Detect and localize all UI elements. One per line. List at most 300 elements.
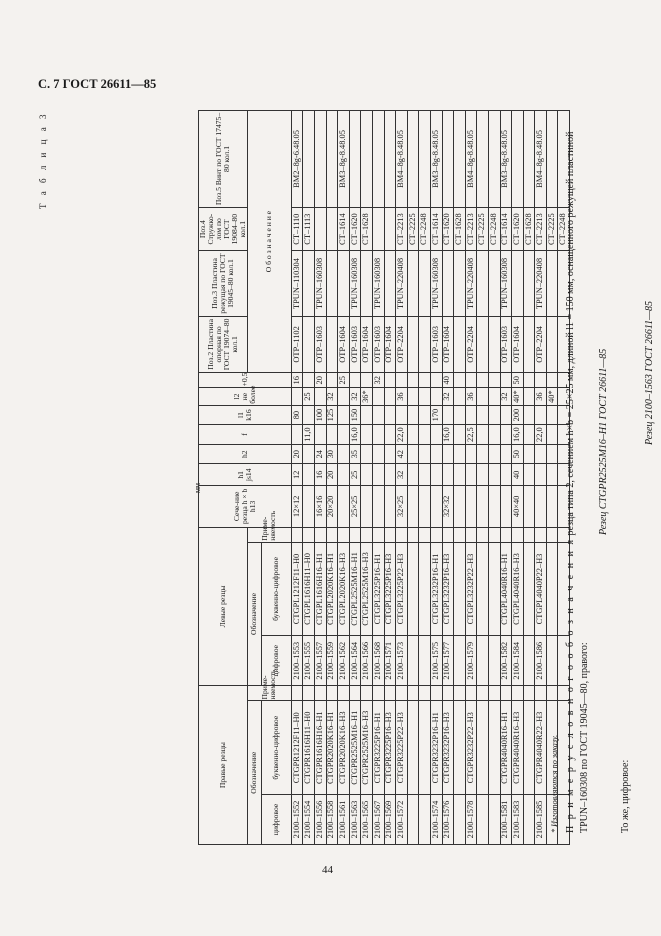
cell-p4: CT–1614 [338, 207, 350, 250]
cell-tol [523, 373, 535, 388]
cell-h2 [465, 444, 477, 464]
cell-applicability [535, 686, 547, 701]
cell-h1 [454, 464, 466, 486]
cell-l2 [315, 388, 327, 405]
cell-r-num: 2100–1556 [315, 794, 327, 844]
cell-p4: CT–1628 [523, 207, 535, 250]
cell-l-code: CTGPL2020K16–H1 [326, 542, 338, 636]
cell-l-num: 2100–1559 [326, 636, 338, 686]
cell-p5 [384, 111, 396, 208]
cell-l1 [303, 405, 315, 425]
cell-h1 [465, 464, 477, 486]
cell-sec: 12×12 [291, 486, 303, 527]
cell-p5: BM3–8g-8.48.05 [430, 111, 442, 208]
cell-f [419, 425, 431, 445]
cell-p2: OTP–1604 [384, 316, 396, 373]
cell-h2 [477, 444, 489, 464]
cell-p4: CT–1628 [361, 207, 373, 250]
cell-l1: 170 [430, 405, 442, 425]
cell-p2 [326, 316, 338, 373]
cell-l-num: 2100–1575 [430, 636, 442, 686]
cell-p4: CT–1614 [500, 207, 512, 250]
cell-applicability [535, 527, 547, 542]
cell-applicability [442, 527, 454, 542]
cell-r-num [407, 794, 419, 844]
cell-p4: CT–1620 [512, 207, 524, 250]
header-tolerance: +0,5 [199, 373, 292, 388]
cell-applicability [465, 527, 477, 542]
cell-h1 [384, 464, 396, 486]
cell-r-code: CTGPR3225P22–H3 [396, 701, 408, 795]
cell-p3 [523, 251, 535, 316]
cell-l1 [546, 405, 558, 425]
cell-r-num: 2100–1583 [512, 794, 524, 844]
cell-r-code: CTGPR2525M16–H3 [361, 701, 373, 795]
cell-p4: CT–2213 [465, 207, 477, 250]
cell-h1: 16 [315, 464, 327, 486]
cell-p5: BM4–8g-8.48.05 [396, 111, 408, 208]
cell-tol [500, 373, 512, 388]
cell-l2: 40* [512, 388, 524, 405]
cell-r-code: CTGPR2020K16–H1 [326, 701, 338, 795]
cell-applicability [477, 527, 489, 542]
table-row [326, 111, 338, 845]
header-item5: Поз.5 Винт по ГОСТ 17475–80 кол.1 [199, 111, 248, 208]
cell-f [315, 425, 327, 445]
rotated-table-block [30, 105, 655, 845]
cell-r-code [523, 701, 535, 795]
cell-sec [407, 486, 419, 527]
example-lead: П р и м е р у с л о в н о г о о б о з н а ч е н и я [565, 537, 576, 833]
table-row [384, 111, 396, 845]
cell-f: 22,0 [396, 425, 408, 445]
cell-l1: 125 [326, 405, 338, 425]
cell-p2 [477, 316, 489, 373]
table-row [500, 111, 512, 845]
cell-f [372, 425, 384, 445]
header-item-designation: О б о з н а ч е н и е [247, 111, 291, 373]
cell-p4: CT–2213 [535, 207, 547, 250]
header-item3: Поз.3 Пластина режущая по ГОСТ 19045–80 кол.1 [199, 251, 248, 316]
cell-l-num [419, 636, 431, 686]
cell-p2: OTP–2204 [396, 316, 408, 373]
cell-sec: 16×16 [315, 486, 327, 527]
cell-l-num [477, 636, 489, 686]
header-left-designation: Обозначение [247, 542, 261, 686]
cell-f [477, 425, 489, 445]
cell-applicability [361, 686, 373, 701]
cell-l2 [407, 388, 419, 405]
cell-r-code: CTGPR2525M16–H1 [349, 701, 361, 795]
cell-l-code: CTGPL2020K16–H3 [338, 542, 350, 636]
cell-l2: 36 [396, 388, 408, 405]
cell-h1: 32 [396, 464, 408, 486]
cell-l-code [477, 542, 489, 636]
cell-l-num: 2100–1582 [500, 636, 512, 686]
cell-h2: 30 [326, 444, 338, 464]
cell-l-num: 2100–1568 [372, 636, 384, 686]
cell-l2: 32 [442, 388, 454, 405]
cell-p3 [454, 251, 466, 316]
cell-r-code [488, 701, 500, 795]
cell-l1 [338, 405, 350, 425]
cell-r-code: CTGPR1616H11–H0 [303, 701, 315, 795]
table-row [396, 111, 408, 845]
cell-applicability [419, 686, 431, 701]
cell-f [523, 425, 535, 445]
cell-r-code [419, 701, 431, 795]
cell-l-code: CTGPL3232P16–H1 [430, 542, 442, 636]
cell-l-code: CTGPL1616H16–H1 [315, 542, 327, 636]
cell-l-num: 2100–1586 [535, 636, 547, 686]
header-right-numeric: цифровое [261, 794, 291, 844]
cell-l-code [407, 542, 419, 636]
cell-tol [384, 373, 396, 388]
cell-applicability [326, 527, 338, 542]
cell-h2: 50 [512, 444, 524, 464]
cell-applicability [303, 527, 315, 542]
cell-applicability [546, 527, 558, 542]
cell-applicability [338, 686, 350, 701]
table-row [349, 111, 361, 845]
cell-p5 [326, 111, 338, 208]
cell-r-num: 2100–1581 [500, 794, 512, 844]
cell-sec [430, 486, 442, 527]
cell-h1: 12 [291, 464, 303, 486]
cell-p4: CT–2248 [419, 207, 431, 250]
cell-h2 [442, 444, 454, 464]
cell-p2 [303, 316, 315, 373]
cell-sec: 32×32 [442, 486, 454, 527]
cell-p3: TPUN–220408 [535, 251, 547, 316]
cell-tol [349, 373, 361, 388]
table-row [338, 111, 350, 845]
cell-sec: 25×25 [349, 486, 361, 527]
cell-p3: TPUN–160308 [349, 251, 361, 316]
cell-l-num [546, 636, 558, 686]
cell-p4 [326, 207, 338, 250]
table-row [430, 111, 442, 845]
cell-sec [338, 486, 350, 527]
cell-l-num [407, 636, 419, 686]
cell-p3: TPUN–160308 [500, 251, 512, 316]
cell-p5 [372, 111, 384, 208]
cell-h2 [488, 444, 500, 464]
cell-h1 [361, 464, 373, 486]
cell-p5 [477, 111, 489, 208]
cell-h1 [535, 464, 547, 486]
cell-tol: 25 [338, 373, 350, 388]
cell-p5 [512, 111, 524, 208]
cell-l2 [419, 388, 431, 405]
cell-l-num: 2100–1584 [512, 636, 524, 686]
cell-applicability [512, 686, 524, 701]
cell-h2 [303, 444, 315, 464]
cell-r-code: CTGPR3232P16–H3 [442, 701, 454, 795]
cell-l1 [384, 405, 396, 425]
cell-h1 [477, 464, 489, 486]
cell-r-num: 2100–1572 [396, 794, 408, 844]
cell-l-code [523, 542, 535, 636]
cell-sec [372, 486, 384, 527]
cell-r-code: CTGPR1212F11–H0 [291, 701, 303, 795]
cell-p2: OTP–1604 [512, 316, 524, 373]
cell-h1 [303, 464, 315, 486]
cell-applicability [326, 686, 338, 701]
cell-p5 [349, 111, 361, 208]
cell-h1 [546, 464, 558, 486]
cell-l1 [407, 405, 419, 425]
header-l1: l1 k16 [199, 405, 292, 425]
cell-h1: 40 [512, 464, 524, 486]
cell-p5 [361, 111, 373, 208]
cell-p3 [326, 251, 338, 316]
cell-l-code [419, 542, 431, 636]
cell-h1 [372, 464, 384, 486]
cell-p4: CT–1620 [442, 207, 454, 250]
cell-p3 [303, 251, 315, 316]
cell-h1 [442, 464, 454, 486]
cell-p3: TPUN–160308 [430, 251, 442, 316]
table-row [523, 111, 535, 845]
cell-h2 [535, 444, 547, 464]
cell-applicability [407, 686, 419, 701]
cell-h2 [407, 444, 419, 464]
example-text: резца типа 2, сечением h×b = 25×25 мм, длиной l1 = 150 мм, оснащенного режущей пластиной TPUN–160308 по ГОСТ 19045—80, правого: [565, 131, 590, 833]
cell-h2 [454, 444, 466, 464]
cell-p5 [315, 111, 327, 208]
cell-sec [500, 486, 512, 527]
cell-sec [488, 486, 500, 527]
cell-tol [535, 373, 547, 388]
cell-l-code [546, 542, 558, 636]
cell-tol [488, 373, 500, 388]
cell-sec [523, 486, 535, 527]
header-h2: h2 [199, 444, 292, 464]
cell-h2 [546, 444, 558, 464]
cell-p4: CT–2213 [396, 207, 408, 250]
cell-p3: TPUN–160308 [372, 251, 384, 316]
cell-l-code: CTGPL2525M16–H3 [361, 542, 373, 636]
cell-l2 [430, 388, 442, 405]
cell-r-code: CTGPR2020K16–H3 [338, 701, 350, 795]
cell-l-code [488, 542, 500, 636]
cell-applicability [315, 527, 327, 542]
cell-h1 [500, 464, 512, 486]
cell-sec [535, 486, 547, 527]
table-row [291, 111, 303, 845]
cell-l2: 32 [349, 388, 361, 405]
cell-sec [303, 486, 315, 527]
cell-l2 [454, 388, 466, 405]
cell-l2 [523, 388, 535, 405]
cell-l1 [372, 405, 384, 425]
cell-p2 [523, 316, 535, 373]
cell-tol [454, 373, 466, 388]
cell-p4: CT–1614 [430, 207, 442, 250]
same-numeric-label: То же, цифровое: [620, 759, 631, 833]
header-right-applicability: Примe-няемость [247, 686, 291, 701]
cell-p3 [407, 251, 419, 316]
cell-p4: CT–1620 [349, 207, 361, 250]
cell-p2: OTP–1603 [349, 316, 361, 373]
cell-applicability [523, 686, 535, 701]
cell-p5 [454, 111, 466, 208]
cell-p2 [488, 316, 500, 373]
cell-f [454, 425, 466, 445]
cell-p3: TPUN–160308 [315, 251, 327, 316]
cell-p4 [372, 207, 384, 250]
cell-h2 [523, 444, 535, 464]
cell-p3 [361, 251, 373, 316]
cell-l2 [372, 388, 384, 405]
cell-tol [303, 373, 315, 388]
cell-h2: 35 [349, 444, 361, 464]
cell-l-code: CTGPL3232P16–H3 [442, 542, 454, 636]
cell-sec [419, 486, 431, 527]
cell-h2 [372, 444, 384, 464]
cell-f [384, 425, 396, 445]
cell-l-num: 2100–1557 [315, 636, 327, 686]
table-row [419, 111, 431, 845]
cell-l1: 150 [349, 405, 361, 425]
cell-sec: 32×25 [396, 486, 408, 527]
cell-r-code: CTGPR4040R22–H3 [535, 701, 547, 795]
table-row [361, 111, 373, 845]
cell-applicability [396, 527, 408, 542]
cell-l-num [454, 636, 466, 686]
cell-l-code: CTGPL4040R16–H3 [512, 542, 524, 636]
cell-l2: 40* [546, 388, 558, 405]
cell-l1 [488, 405, 500, 425]
cell-p2: OTP–1603 [430, 316, 442, 373]
table-row [488, 111, 500, 845]
header-right-cutters: Правые резцы [199, 686, 248, 845]
cell-p2: OTP–1603 [315, 316, 327, 373]
cell-r-num [419, 794, 431, 844]
cell-r-num: 2100–1558 [326, 794, 338, 844]
cell-l-num: 2100–1564 [349, 636, 361, 686]
cell-l-code: CTGPL3225P22–H3 [396, 542, 408, 636]
cell-p2 [419, 316, 431, 373]
cell-tol: 40 [442, 373, 454, 388]
table-row [535, 111, 547, 845]
cell-r-code: CTGPR3232P22–H3 [465, 701, 477, 795]
cell-f: 11,0 [303, 425, 315, 445]
cell-p4: CT–2248 [558, 207, 570, 250]
table-label: Т а б л и ц а 3 [38, 111, 48, 209]
cell-h1 [338, 464, 350, 486]
cell-p3: TPUN–220408 [396, 251, 408, 316]
cell-r-num: 2100–1554 [303, 794, 315, 844]
cell-l1 [419, 405, 431, 425]
cell-f: 16,0 [442, 425, 454, 445]
cell-h1 [430, 464, 442, 486]
table-row [454, 111, 466, 845]
cell-l1 [477, 405, 489, 425]
cell-l2: 36 [535, 388, 547, 405]
cell-r-num: 2100–1565 [361, 794, 373, 844]
cell-p2: OTP–2204 [465, 316, 477, 373]
cell-p3 [488, 251, 500, 316]
cell-l1: 100 [315, 405, 327, 425]
header-left-numeric: цифровое [261, 636, 291, 686]
example-paragraph [564, 113, 592, 833]
cell-p5: BM2–8g-6.48.05 [291, 111, 303, 208]
cell-l-code: CTGPL3225P16–H3 [384, 542, 396, 636]
cell-sec: 20×20 [326, 486, 338, 527]
units-label: мм [193, 482, 202, 493]
cell-applicability [291, 686, 303, 701]
cell-h1: 20 [326, 464, 338, 486]
cell-p4: CT–1628 [454, 207, 466, 250]
cell-p2 [454, 316, 466, 373]
cell-l-code: CTGPL2525M16–H1 [349, 542, 361, 636]
cell-applicability [349, 527, 361, 542]
cell-applicability [361, 527, 373, 542]
cell-f [546, 425, 558, 445]
cell-l1 [396, 405, 408, 425]
cell-l-code: CTGPL4040R16–H1 [500, 542, 512, 636]
cell-applicability [465, 686, 477, 701]
cell-l-code: CTGPL3225P16–H1 [372, 542, 384, 636]
cell-applicability [430, 686, 442, 701]
cell-tol [419, 373, 431, 388]
cell-p2: OTP–1102 [291, 316, 303, 373]
cell-applicability [338, 527, 350, 542]
page-header: С. 7 ГОСТ 26611—85 [38, 77, 157, 91]
cell-r-code: CTGPR3225P16–H3 [384, 701, 396, 795]
cell-p5: BM4–8g-8.48.05 [535, 111, 547, 208]
cell-f [338, 425, 350, 445]
cell-l1: 200 [512, 405, 524, 425]
cell-applicability [488, 686, 500, 701]
cell-l-num [488, 636, 500, 686]
cell-p3: TPUN–110304 [291, 251, 303, 316]
cell-sec [465, 486, 477, 527]
cell-h2 [361, 444, 373, 464]
cell-tol [361, 373, 373, 388]
cell-p5 [488, 111, 500, 208]
cell-p5 [419, 111, 431, 208]
cell-r-code: CTGPR3232P16–H1 [430, 701, 442, 795]
cell-r-code: CTGPR3225P16–H1 [372, 701, 384, 795]
table-row [512, 111, 524, 845]
cell-p4: CT–1113 [303, 207, 315, 250]
cell-l1 [535, 405, 547, 425]
cell-applicability [303, 686, 315, 701]
cell-applicability [315, 686, 327, 701]
cell-p5 [303, 111, 315, 208]
cell-p5: BM4–8g-8.48.05 [465, 111, 477, 208]
cell-tol: 16 [291, 373, 303, 388]
cell-applicability [407, 527, 419, 542]
cell-p3: TPUN–220408 [465, 251, 477, 316]
cell-sec [546, 486, 558, 527]
cell-r-code: CTGPR4040R16–H1 [500, 701, 512, 795]
cell-r-num [477, 794, 489, 844]
cell-p2 [546, 316, 558, 373]
cell-p4: CT–2225 [407, 207, 419, 250]
cell-applicability [372, 686, 384, 701]
cell-sec [454, 486, 466, 527]
cell-applicability [349, 686, 361, 701]
cell-l-code: CTGPL1616H11–H0 [303, 542, 315, 636]
cell-sec [477, 486, 489, 527]
header-right-designation: Обозначение [247, 701, 261, 845]
cell-tol [546, 373, 558, 388]
cell-l1 [500, 405, 512, 425]
